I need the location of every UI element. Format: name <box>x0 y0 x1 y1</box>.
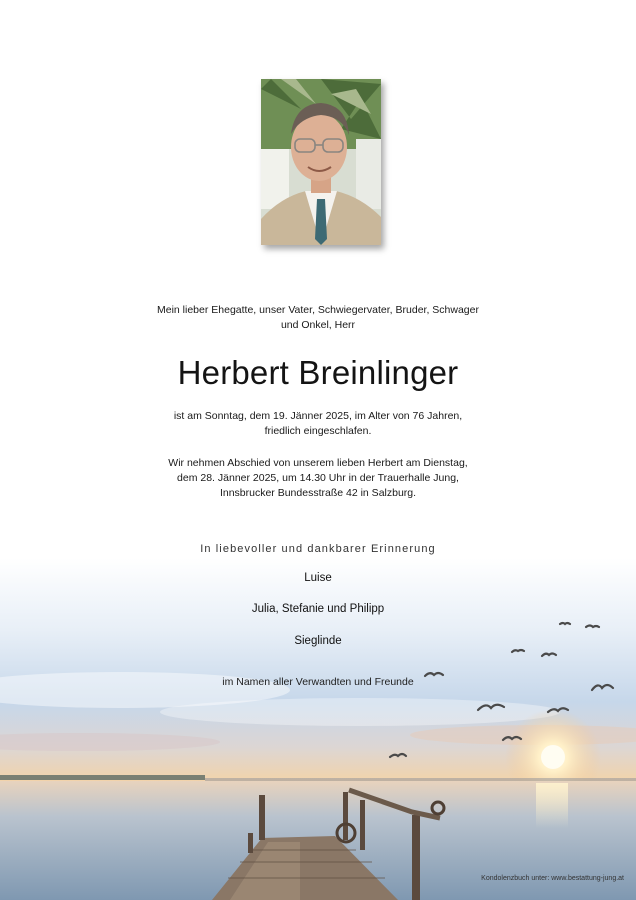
condolence-link[interactable]: Kondolenzbuch unter: www.bestattung-jung.at <box>481 875 624 882</box>
intro-text <box>0 303 636 333</box>
mourner-children: Julia, Stefanie und Philipp <box>251 603 385 615</box>
passing-text <box>0 409 636 439</box>
passing-line-2: friedlich eingeschlafen. <box>264 425 372 437</box>
intro-line-2: und Onkel, Herr <box>280 319 356 331</box>
mourner-spouse: Luise <box>304 572 332 584</box>
intro-line-1: Mein lieber Ehegatte, unser Vater, Schwiegervater, Bruder, Schwager <box>157 304 479 316</box>
memory-line: In liebevoller und dankbarer Erinnerung <box>200 543 436 555</box>
relatives-line: im Namen aller Verwandten und Freunde <box>222 676 414 688</box>
passing-line-1: ist am Sonntag, dem 19. Jänner 2025, im Alter von 76 Jahren, <box>173 410 463 422</box>
farewell-line-2: dem 28. Jänner 2025, um 14.30 Uhr in der Trauerhalle Jung, <box>177 472 459 484</box>
deceased-name: Herbert Breinlinger <box>177 354 459 391</box>
farewell-line-3: Innsbrucker Bundesstraße 42 in Salzburg. <box>219 487 417 499</box>
farewell-line-1: Wir nehmen Abschied von unserem lieben Herbert am Dienstag, <box>168 457 468 469</box>
farewell-text <box>0 456 636 501</box>
mourner-sibling: Sieglinde <box>294 635 342 647</box>
portrait-photo <box>261 79 381 245</box>
